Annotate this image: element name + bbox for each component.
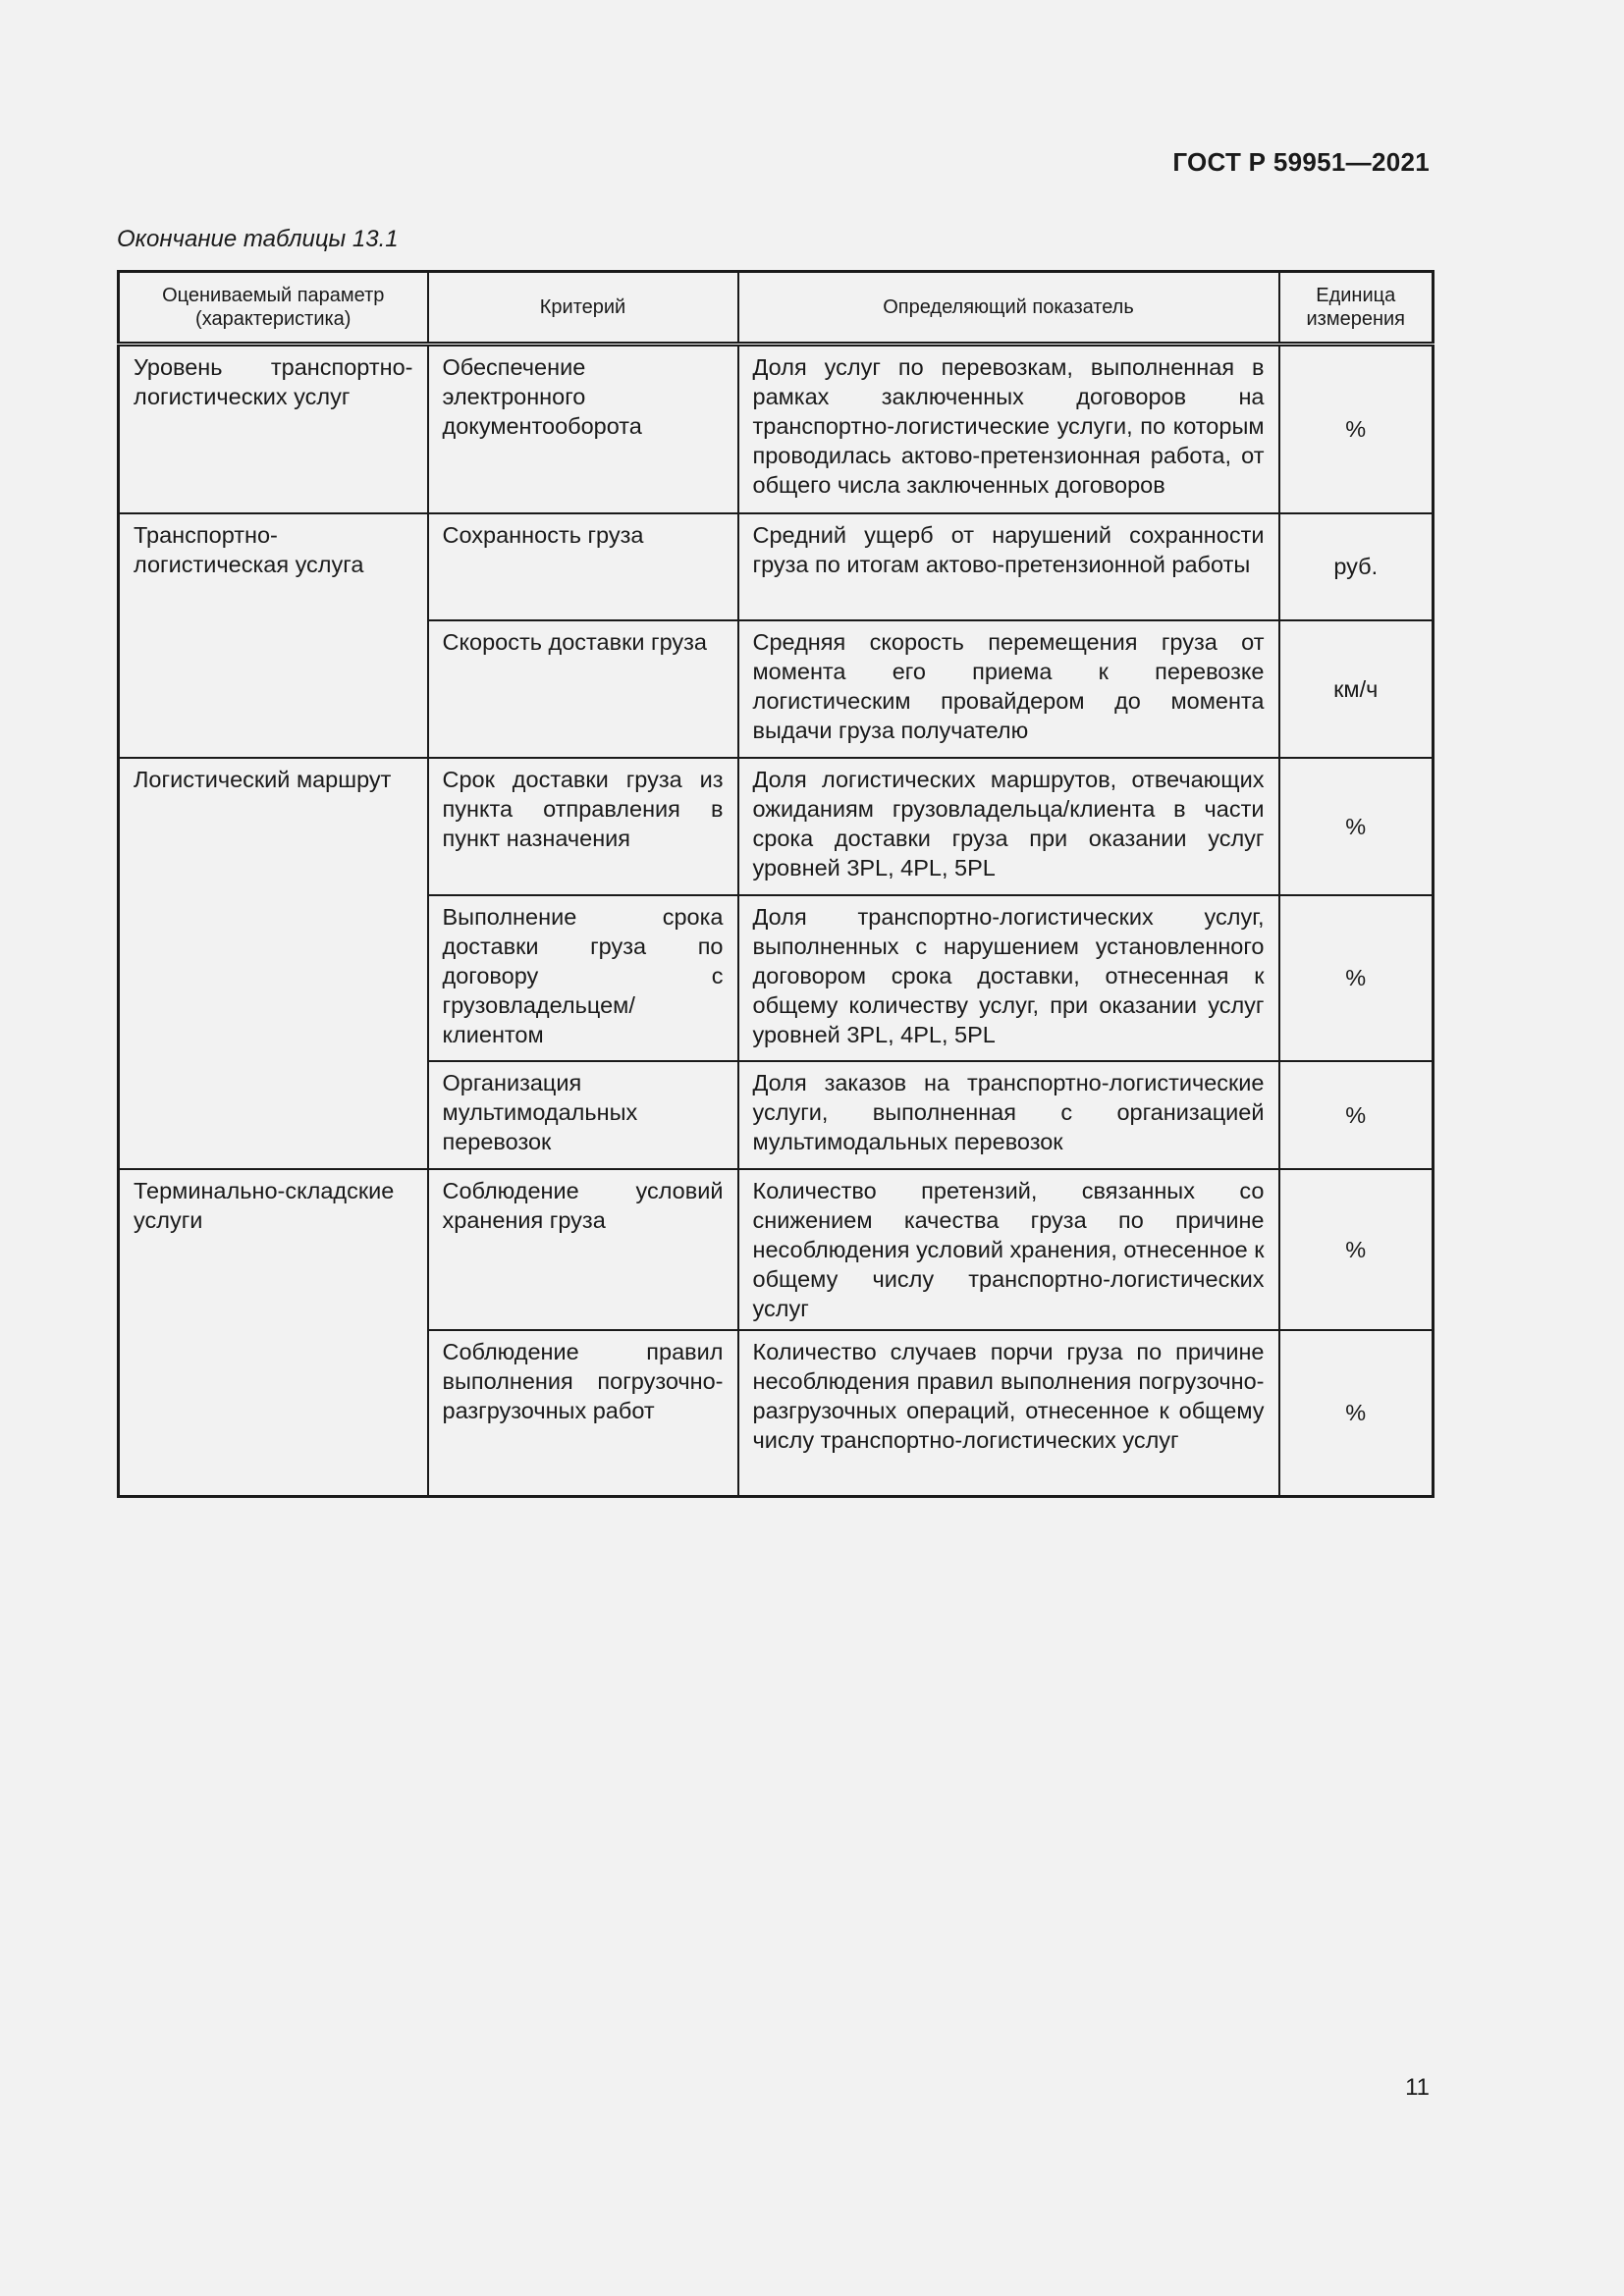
table-header-row: [119, 272, 1434, 345]
column-header-indicator: Определяющий показатель: [738, 272, 1279, 345]
indicator-cell: Средняя скорость перемещения груза от момента его приема к перевозке логистическим провайдером до момента выдачи груза получателю: [738, 620, 1279, 758]
parameter-cell: Логистический маршрут: [119, 758, 428, 1169]
indicator-cell: Количество случаев порчи груза по причине несоблюдения правил выполнения погрузочно-разгрузочных операций, отнесенное к общему числу транспортно-логистических услуг: [738, 1330, 1279, 1497]
unit-cell: руб.: [1279, 513, 1434, 620]
unit-cell: %: [1279, 1169, 1434, 1330]
page-number: 11: [1405, 2074, 1430, 2101]
indicator-cell: Количество претензий, связанных со снижением качества груза по причине несоблюдения условий хранения, отнесенное к общему числу транспортно-логистических услуг: [738, 1169, 1279, 1330]
indicator-cell: Средний ущерб от нарушений сохранности груза по итогам актово-претензионной работы: [738, 513, 1279, 620]
table-caption: Окончание таблицы 13.1: [117, 226, 399, 252]
criterion-cell: Обеспечение электронного документооборота: [428, 345, 738, 513]
unit-cell: %: [1279, 345, 1434, 513]
table-row: [119, 345, 1434, 513]
criterion-cell: Скорость доставки груза: [428, 620, 738, 758]
criterion-cell: Соблюдение условий хранения груза: [428, 1169, 738, 1330]
unit-cell: км/ч: [1279, 620, 1434, 758]
criterion-cell: Организация мультимодальных перевозок: [428, 1061, 738, 1169]
indicator-cell: Доля логистических маршрутов, отвечающих ожиданиям грузовладельца/клиента в части срока доставки груза при оказании услуг уровней 3PL, 4PL, 5PL: [738, 758, 1279, 895]
criterion-cell: Выполнение срока доставки груза по договору с грузовладельцем/клиентом: [428, 895, 738, 1061]
table-row: [119, 513, 1434, 620]
table-row: [119, 758, 1434, 895]
indicator-cell: Доля услуг по перевозкам, выполненная в рамках заключенных договоров на транспортно-логистические услуги, по которым проводилась актово-претензионная работа, от общего числа заключенных договоров: [738, 345, 1279, 513]
indicator-cell: Доля транспортно-логистических услуг, выполненных с нарушением установленного договором срока доставки, отнесенная к общему количеству услуг, при оказании услуг уровней 3PL, 4PL, 5PL: [738, 895, 1279, 1061]
criterion-cell: Срок доставки груза из пункта отправления в пункт назначения: [428, 758, 738, 895]
criterion-cell: Соблюдение правил выполнения погрузочно-разгрузочных работ: [428, 1330, 738, 1497]
unit-cell: %: [1279, 1330, 1434, 1497]
document-code: ГОСТ Р 59951—2021: [1172, 147, 1430, 177]
column-header-unit: Единица измерения: [1279, 272, 1434, 345]
column-header-parameter: Оцениваемый параметр (характеристика): [119, 272, 428, 345]
parameter-cell: Транспортно-логистическая услуга: [119, 513, 428, 758]
parameter-cell: Уровень транспортно-логистических услуг: [119, 345, 428, 513]
unit-cell: %: [1279, 1061, 1434, 1169]
parameter-cell: Терминально-складские услуги: [119, 1169, 428, 1497]
table-row: [119, 1169, 1434, 1330]
table-container: [117, 270, 1432, 1498]
column-header-criterion: Критерий: [428, 272, 738, 345]
indicator-cell: Доля заказов на транспортно-логистические услуги, выполненная с организацией мультимодальных перевозок: [738, 1061, 1279, 1169]
criteria-table: [117, 270, 1435, 1498]
criterion-cell: Сохранность груза: [428, 513, 738, 620]
unit-cell: %: [1279, 758, 1434, 895]
unit-cell: %: [1279, 895, 1434, 1061]
